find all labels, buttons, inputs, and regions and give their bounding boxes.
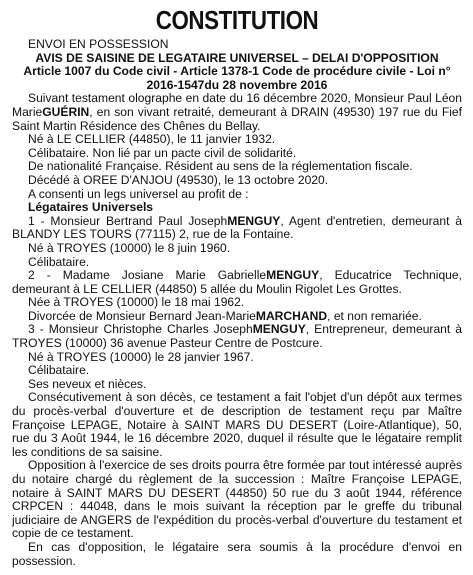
legatee-3-birth: Né à TROYES (10000) le 28 janvier 1967. (28, 349, 254, 364)
legatee-2-text-a: 2 - Madame Josiane Marie Gabrielle (28, 268, 267, 283)
legatee-1-status: Célibataire. (28, 254, 90, 269)
nationality-line: De nationalité Française. Résident au sens de la réglementation fiscale. (28, 159, 413, 174)
celibacy-line: Célibataire. Non lié par un pacte civil de solidarité. (28, 145, 297, 160)
legatee-3-text-a: 3 - Monsieur Christophe Charles Joseph (28, 322, 253, 337)
legatee-2-birth: Née à TROYES (10000) le 18 mai 1962. (28, 295, 245, 310)
legatee-1-birth: Né à TROYES (10000) le 8 juin 1960. (28, 240, 231, 255)
legatee-2-ex-surname: MARCHAND (255, 308, 328, 323)
legatee-2-divorce-a: Divorcée de Monsieur Bernard Jean-Marie (28, 308, 256, 323)
legal-notice (0, 4, 473, 575)
heading-avis: AVIS DE SAISINE DE LEGATAIRE UNIVERSEL – DELAI D'OPPOSITION (35, 50, 439, 65)
legatee-2-divorce-b: , et non remariée. (327, 308, 422, 323)
consent-line: A consenti un legs universel au profit de : (28, 186, 249, 201)
en-cas-opposition-line: En cas d'opposition, le légataire sera soumis à la procédure d'envoi en possession. (12, 539, 462, 568)
heading-articles: Article 1007 du Code civil - Article 1378-1 Code de procédure civile - Loi n° 2016-1547du 28 novembre 2016 (23, 64, 451, 92)
legatee-1-surname: MENGUY (227, 213, 281, 228)
legatee-1-text-b: , Agent d'entretien, demeurant à BLANDY LES TOURS (77115) 2, rue de la Fontaine. (12, 213, 462, 242)
legatee-3 (12, 323, 462, 350)
notice-title: CONSTITUTION (155, 5, 319, 35)
testament-text-a: Suivant testament olographe en date du 16 décembre 2020, Monsieur Paul Léon Marie (12, 91, 462, 119)
legatee-3-status: Célibataire. (28, 363, 90, 378)
death-line: Décédé à OREE D'ANJOU (49530), le 13 octobre 2020. (28, 172, 329, 187)
legatee-3-text-b: , Entrepreneur, demeurant à TROYES (10000) 36 avenue Pasteur Centre de Postcure. (12, 322, 462, 351)
testament-paragraph (12, 92, 462, 133)
envoi-line: ENVOI EN POSSESSION (28, 37, 169, 51)
legataires-heading: Légataires Universels (28, 200, 154, 215)
legatee-2 (12, 269, 462, 296)
legatee-1 (12, 215, 462, 242)
legatee-2-text-b: , Educatrice Technique, demeurant à LE CELLIER (44850) 5 allée du Moulin Rigolet Les Grottes. (12, 268, 462, 296)
testament-text-b: , en son vivant retraité, demeurant à DRAIN (49530) 197 rue du Fief Saint Martin Résidence des Chênes du Bellay. (12, 104, 462, 133)
birth-line: Né à LE CELLIER (44850), le 11 janvier 1932. (28, 132, 276, 147)
opposition-paragraph: Opposition à l'exercice de ses droits pourra être formée par tout intéressé auprès du notaire chargé du règlement de la succession : Maître Françoise LEPAGE, notaire à SAINT MARS DU DESERT (44850) 50 rue du 3 août 1944, référence CRPCEN : 44048, dans le mois suivant la réception par le greffe du tribunal judiciaire de ANGERS de l'expédition du procès-verbal d'ouverture du testament et copie de ce testament. (12, 458, 462, 541)
legatee-2-surname: MENGUY (266, 268, 320, 283)
consecutivement-paragraph: Consécutivement à son décès, ce testament a fait l'objet d'un dépôt aux termes du procès-verbal d'ouverture et de description de testament reçu par Maître Françoise LEPAGE, Notaire à SAINT MARS DU DESERT (Loire-Atlantique), 50, rue du 3 Août 1944, le 16 décembre 2020, duquel il résulte que le légataire remplit les conditions de sa saisine. (12, 390, 462, 459)
legatee-3-surname: MENGUY (252, 322, 306, 337)
legatee-1-text-a: 1 - Monsieur Bertrand Paul Joseph (28, 213, 228, 228)
neveux-line: Ses neveux et nièces. (28, 376, 147, 391)
legatee-2-divorce (12, 310, 462, 324)
testator-surname: GUÉRIN (42, 104, 90, 119)
